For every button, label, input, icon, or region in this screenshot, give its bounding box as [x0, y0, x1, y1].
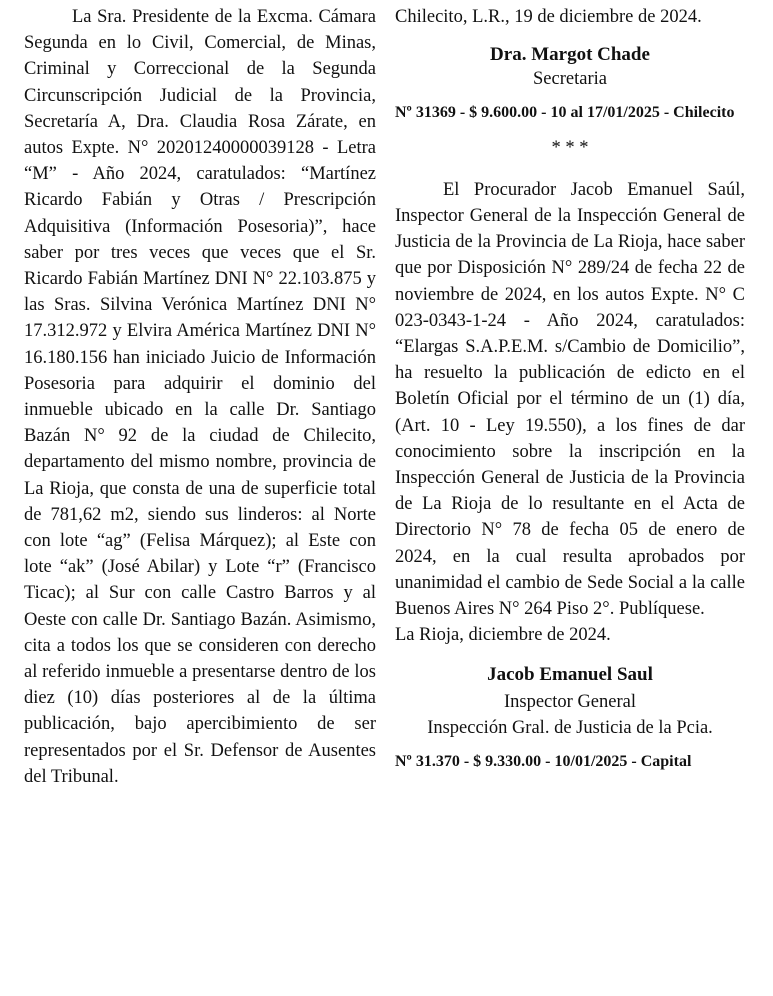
date-line-la-rioja: La Rioja, diciembre de 2024.: [395, 625, 611, 646]
notice-31369: Nº 31369 - $ 9.600.00 - 10 al 17/01/2025 - Chilecito: [395, 103, 735, 121]
left-column: [24, 4, 376, 790]
signer-2-org: Inspección Gral. de Justicia de la Pcia.: [427, 717, 713, 738]
signer-1-title: Secretaria: [533, 69, 607, 90]
edict-paragraph-1: La Sra. Presidente de la Excma. Cámara Segunda en lo Civil, Comercial, de Minas, Criminal y Correccional de la Segunda Circunscripción Judicial de la Provincia, Secretaría A, Dra. Claudia Rosa Zárate, en autos Expte. N° 20201240000039128 - Letra “M” - Año 2024, caratulados: “Martínez Ricardo Fabián y Otras / Prescripción Adquisitiva (Información Posesoria)”, hace saber por tres veces que veces que el Sr. Ricardo Fabián Martínez DNI N° 22.103.875 y las Sras. Silvina Verónica Martínez DNI N° 17.312.972 y Elvira América Martínez DNI N° 16.180.156 han iniciado Juicio de Información Posesoria para adquirir el dominio del inmueble ubicado en la calle Dr. Santiago Bazán N° 92 de la ciudad de Chilecito, departamento del mismo nombre, provincia de La Rioja, que consta de una de superficie total de 781,62 m2, siendo sus linderos: al Norte con lote “ag” (Felisa Márquez); al Este con lote “ak” (José Abilar) y Lote “r” (Francisco Ticac); al Sur con calle Castro Barros y al Oeste con calle Dr. Santiago Bazán. Asimismo, cita a todos los que se consideren con derecho al referido inmueble a presentarse dentro de los diez (10) días posteriores al de la última publicación, bajo apercibimiento de ser representados por el Sr. Defensor de Ausentes del Tribunal.: [24, 7, 376, 787]
right-column: [395, 4, 745, 772]
edict-paragraph-2: El Procurador Jacob Emanuel Saúl, Inspector General de la Inspección General de Justicia de la Provincia de La Rioja, hace saber que por Disposición N° 289/24 de fecha 22 de noviembre de 2024, en los autos Expte. N° C 023-0343-1-24 - Año 2024, caratulados: “Elargas S.A.P.E.M. s/Cambio de Domicilio”, ha resuelto la publicación de edicto en el Boletín Oficial por el término de un (1) día, (Art. 10 - Ley 19.550), a los fines de dar conocimiento sobre la inscripción en la Inspección General de Justicia de la Provincia de La Rioja de lo resultante en el Acta de Directorio N° 78 de fecha 05 de enero de 2024, en la cual resulta aprobados por unanimidad el cambio de Sede Social a la calle Buenos Aires N° 264 Piso 2°. Publíquese.: [395, 179, 745, 620]
signer-2-name: Jacob Emanuel Saul: [487, 664, 653, 686]
signer-1-name: Dra. Margot Chade: [490, 44, 650, 66]
notice-31370: Nº 31.370 - $ 9.330.00 - 10/01/2025 - Capital: [395, 753, 692, 771]
date-line-chilecito: Chilecito, L.R., 19 de diciembre de 2024.: [395, 7, 702, 27]
section-separator: * * *: [551, 137, 589, 158]
signer-2-title: Inspector General: [503, 691, 636, 712]
